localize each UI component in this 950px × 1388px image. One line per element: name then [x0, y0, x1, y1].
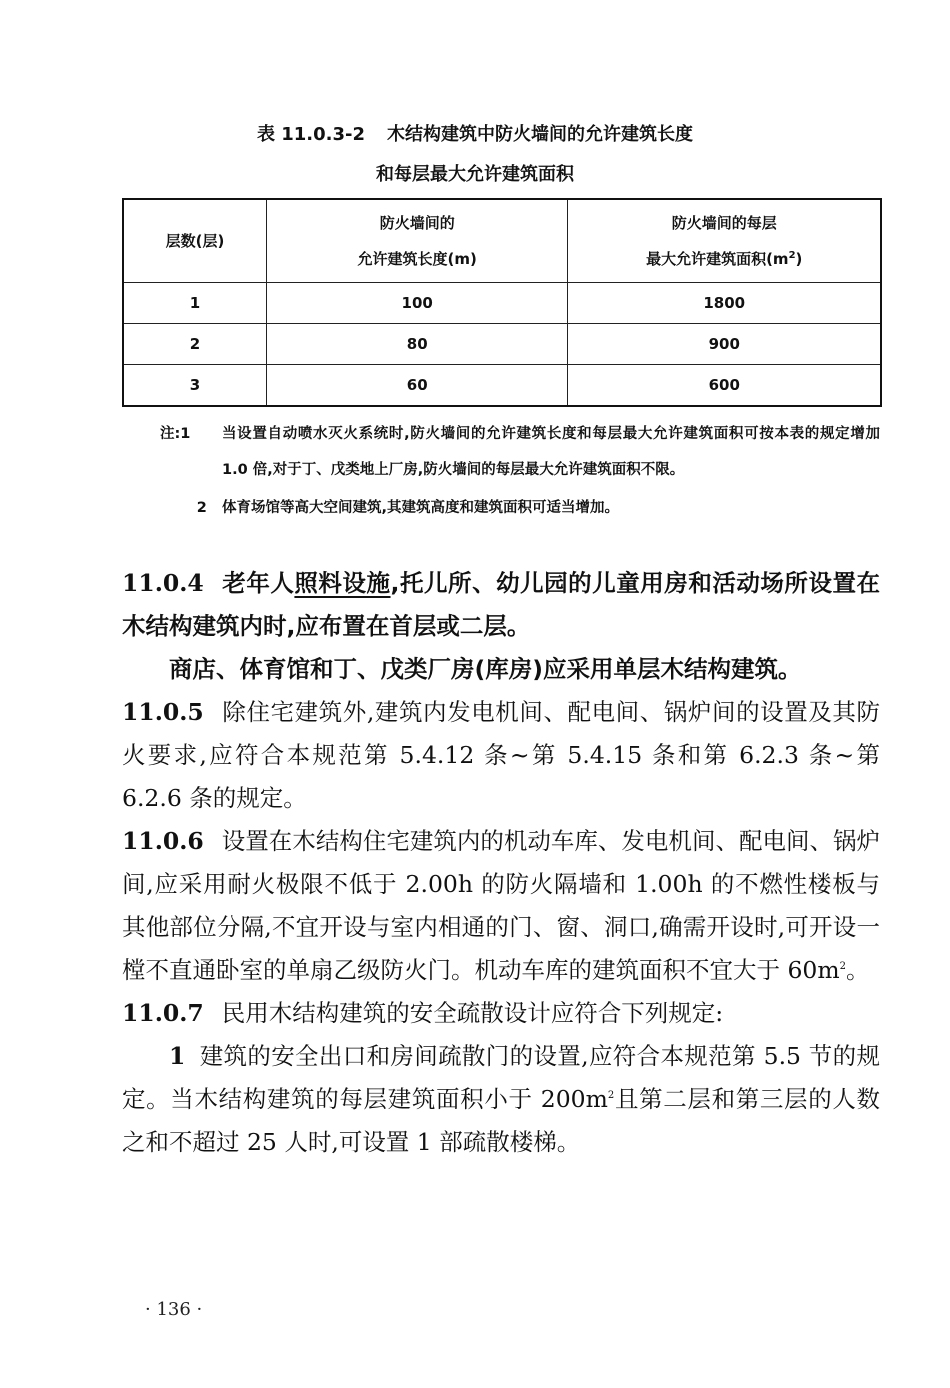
- clause-number: 11.0.4: [122, 569, 204, 597]
- cell-length: 100: [266, 283, 568, 324]
- cell-length: 60: [266, 365, 568, 407]
- table-caption-line2: 和每层最大允许建筑面积: [376, 164, 574, 185]
- note-2: [160, 490, 880, 526]
- clause-11-0-5: 11.0.5 除住宅建筑外,建筑内发电机间、配电间、锅炉间的设置及其防火要求,应符合本规范第 5.4.12 条~第 5.4.15 条和第 6.2.3 条~第 6.2.6 条的规定。: [122, 698, 880, 812]
- note-2-number: 2: [196, 500, 207, 516]
- cell-floors: 1: [123, 283, 266, 324]
- fire-wall-table: [122, 198, 882, 407]
- header-area-line2: 最大允许建筑面积$(m^2)$: [646, 250, 803, 268]
- item-number: 1: [169, 1042, 186, 1070]
- header-length-line1: 防火墙间的: [379, 214, 455, 232]
- clause-11-0-7-item-1: 1 建筑的安全出口和房间疏散门的设置,应符合本规范第 5.5 节的规定。当木结构建筑的每层建筑面积小于 $200m^2$且第二层和第三层的人数之和不超过 25 人时,可设置 1 部疏散楼梯。: [122, 1042, 881, 1156]
- clause-11-0-7: 11.0.7 民用木结构建筑的安全疏散设计应符合下列规定:: [122, 999, 724, 1027]
- note-2-text: 体育场馆等高大空间建筑,其建筑高度和建筑面积可适当增加。: [222, 500, 620, 516]
- clause-number: 11.0.7: [122, 999, 204, 1027]
- clause-11-0-6: 11.0.6 设置在木结构住宅建筑内的机动车库、发电机间、配电间、锅炉间,应采用耐火极限不低于 2.00h 的防火隔墙和 1.00h 的不燃性楼板与其他部位分隔,不宜开设与室内相通的门、窗、洞口,确需开设时,可开设一樘不直通卧室的单扇乙级防火门。机动车库的建筑面积不宜大于 $60m^2$。: [122, 827, 880, 984]
- clause-11-0-4: 11.0.4 老年人照料设施,托儿所、幼儿园的儿童用房和活动场所设置在木结构建筑内时,应布置在首层或二层。: [122, 569, 881, 640]
- cell-floors: 3: [123, 365, 266, 407]
- note-1: [160, 416, 880, 488]
- table-header-row: [123, 199, 881, 283]
- cell-area: 600: [568, 365, 881, 407]
- table-caption-title: 木结构建筑中防火墙间的允许建筑长度: [387, 124, 694, 145]
- table-caption-line1: [0, 120, 950, 146]
- header-length: [266, 199, 568, 283]
- header-floors: 层数(层): [123, 199, 266, 283]
- clause-11-0-4-para2: 商店、体育馆和丁、戊类厂房(库房)应采用单层木结构建筑。: [169, 655, 802, 683]
- clause-body: [122, 562, 880, 1164]
- cell-area: 1800: [568, 283, 881, 324]
- cell-length: 80: [266, 324, 568, 365]
- header-length-line2: 允许建筑长度(m): [357, 250, 477, 268]
- underlined-term: 照料设施: [294, 569, 391, 597]
- clause-number: 11.0.6: [122, 827, 204, 855]
- table-row: [123, 283, 881, 324]
- table-notes: [160, 416, 880, 526]
- header-area-line1: 防火墙间的每层: [671, 214, 777, 232]
- cell-area: 900: [568, 324, 881, 365]
- clause-number: 11.0.5: [122, 698, 204, 726]
- note-label: 注:1: [160, 426, 191, 442]
- cell-floors: 2: [123, 324, 266, 365]
- note-1-text: 当设置自动喷水灭火系统时,防火墙间的允许建筑长度和每层最大允许建筑面积可按本表的规定增加 1.0 倍,对于丁、戊类地上厂房,防火墙间的每层最大允许建筑面积不限。: [222, 426, 880, 478]
- header-area: [568, 199, 881, 283]
- table-caption-number: 表 11.0.3-2: [256, 124, 366, 145]
- table-row: [123, 324, 881, 365]
- table-row: [123, 365, 881, 407]
- page-number: · 136 ·: [145, 1299, 203, 1320]
